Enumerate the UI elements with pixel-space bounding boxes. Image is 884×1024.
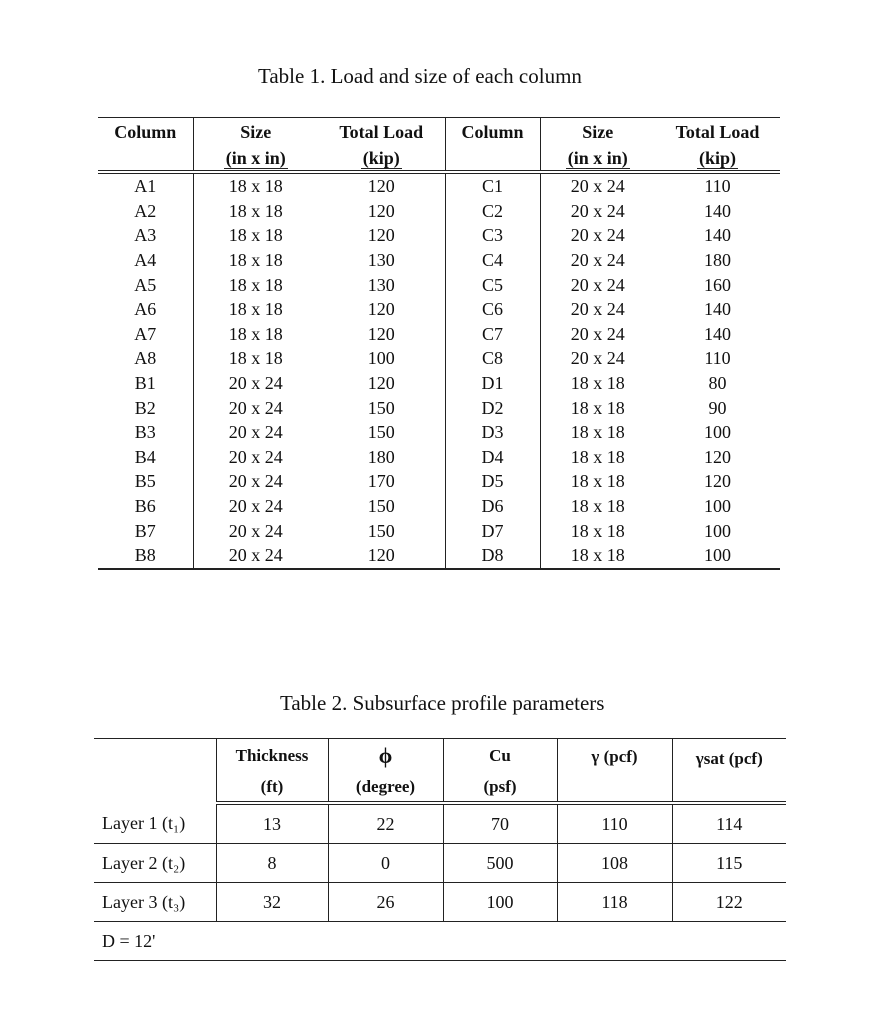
table-row bbox=[98, 395, 780, 420]
column-size: 18 x 18 bbox=[570, 471, 625, 492]
column-size: 18 x 18 bbox=[570, 520, 625, 541]
column-size: 18 x 18 bbox=[570, 496, 625, 517]
table-row bbox=[98, 543, 780, 569]
layer-label: Layer 3 (t₃) bbox=[94, 883, 216, 922]
column-load: 120 bbox=[704, 471, 731, 492]
layer-gamma-sat: 114 bbox=[672, 803, 786, 844]
table-row bbox=[94, 883, 786, 922]
header-cu bbox=[443, 739, 557, 774]
column-size: 20 x 24 bbox=[228, 520, 283, 541]
column-load: 120 bbox=[367, 323, 395, 344]
header-size-left: Size bbox=[193, 118, 318, 147]
column-id: C8 bbox=[445, 346, 540, 371]
column-size: 20 x 24 bbox=[228, 373, 283, 394]
column-load: 120 bbox=[318, 543, 445, 569]
column-size: 20 x 24 bbox=[228, 422, 283, 443]
table-row bbox=[98, 469, 780, 494]
column-load: 120 bbox=[367, 225, 395, 246]
column-size: 20 x 24 bbox=[570, 323, 625, 344]
column-size: 18 x 18 bbox=[228, 225, 283, 246]
header-blank-left bbox=[98, 146, 193, 172]
table-row bbox=[94, 844, 786, 883]
column-size: 20 x 24 bbox=[570, 274, 625, 295]
column-size: 18 x 18 bbox=[228, 274, 283, 295]
header-size-right: Size bbox=[540, 118, 655, 147]
header-column-right: Column bbox=[445, 118, 540, 147]
column-load: 130 bbox=[367, 274, 395, 295]
column-size: 20 x 24 bbox=[228, 496, 283, 517]
column-id: D2 bbox=[445, 395, 540, 420]
column-id: C1 bbox=[445, 172, 540, 199]
column-load: 140 bbox=[704, 225, 731, 246]
column-size: 18 x 18 bbox=[228, 299, 283, 320]
table-row bbox=[98, 199, 780, 224]
depth-note: D = 12' bbox=[94, 922, 786, 961]
column-load: 80 bbox=[708, 373, 727, 394]
column-load: 140 bbox=[704, 299, 731, 320]
column-id: C3 bbox=[445, 223, 540, 248]
column-load: 160 bbox=[704, 274, 731, 295]
column-load: 120 bbox=[367, 373, 395, 394]
column-size: 20 x 24 bbox=[228, 446, 283, 467]
table-row bbox=[98, 248, 780, 273]
table-row bbox=[98, 420, 780, 445]
column-id: A6 bbox=[98, 297, 193, 322]
column-load-table bbox=[98, 117, 780, 570]
header-column-left: Column bbox=[98, 118, 193, 147]
column-size: 20 x 24 bbox=[570, 348, 625, 369]
layer-gamma-sat: 115 bbox=[672, 844, 786, 883]
table-row bbox=[98, 518, 780, 543]
column-load: 150 bbox=[367, 520, 395, 541]
column-size: 18 x 18 bbox=[540, 543, 655, 569]
layer-thickness: 32 bbox=[216, 883, 328, 922]
column-size: 20 x 24 bbox=[570, 176, 625, 197]
column-id: B6 bbox=[98, 494, 193, 519]
column-load: 120 bbox=[704, 446, 731, 467]
table-row bbox=[98, 172, 780, 199]
table-row bbox=[98, 346, 780, 371]
table-row bbox=[98, 297, 780, 322]
column-load: 110 bbox=[704, 348, 731, 369]
column-size: 20 x 24 bbox=[193, 543, 318, 569]
column-id: D7 bbox=[445, 518, 540, 543]
column-id: C6 bbox=[445, 297, 540, 322]
layer-cu: 70 bbox=[443, 803, 557, 844]
footer-row bbox=[94, 922, 786, 961]
column-size: 20 x 24 bbox=[228, 471, 283, 492]
header-cu-label: Cu bbox=[489, 746, 511, 765]
table2-title: Table 2. Subsurface profile parameters bbox=[280, 691, 605, 715]
column-load: 100 bbox=[367, 348, 395, 369]
layer-thickness: 8 bbox=[216, 844, 328, 883]
column-size: 20 x 24 bbox=[570, 250, 625, 271]
layer-gamma: 110 bbox=[557, 803, 672, 844]
column-size: 18 x 18 bbox=[228, 323, 283, 344]
column-size: 20 x 24 bbox=[570, 299, 625, 320]
subsurface-table bbox=[94, 738, 786, 961]
column-id: D8 bbox=[445, 543, 540, 569]
table-row bbox=[98, 223, 780, 248]
layer-cu: 500 bbox=[443, 844, 557, 883]
column-load: 150 bbox=[367, 496, 395, 517]
layer-gamma-sat: 122 bbox=[672, 883, 786, 922]
column-id: B8 bbox=[98, 543, 193, 569]
column-load: 150 bbox=[367, 422, 395, 443]
column-size: 18 x 18 bbox=[570, 422, 625, 443]
layer-label: Layer 1 (t₁) bbox=[94, 803, 216, 844]
table-row bbox=[94, 803, 786, 844]
column-load: 170 bbox=[367, 471, 395, 492]
header-load-left: Total Load bbox=[318, 118, 445, 147]
header-blank-right bbox=[445, 146, 540, 172]
column-load: 150 bbox=[367, 397, 395, 418]
layer-phi: 0 bbox=[328, 844, 443, 883]
column-size: 20 x 24 bbox=[570, 200, 625, 221]
header-phi: ϕ bbox=[328, 739, 443, 774]
column-load: 140 bbox=[704, 200, 731, 221]
column-load: 180 bbox=[704, 250, 731, 271]
header-cu-unit: (psf) bbox=[443, 773, 557, 803]
column-id: C2 bbox=[445, 199, 540, 224]
column-id: B4 bbox=[98, 445, 193, 470]
column-id: A2 bbox=[98, 199, 193, 224]
header-load-unit-left: (kip) bbox=[362, 148, 400, 168]
column-id: B5 bbox=[98, 469, 193, 494]
column-load: 120 bbox=[367, 200, 395, 221]
column-load: 180 bbox=[367, 446, 395, 467]
layer-thickness: 13 bbox=[216, 803, 328, 844]
column-load: 120 bbox=[367, 299, 395, 320]
column-id: D4 bbox=[445, 445, 540, 470]
column-id: A7 bbox=[98, 322, 193, 347]
column-size: 18 x 18 bbox=[570, 373, 625, 394]
column-id: D5 bbox=[445, 469, 540, 494]
column-id: C5 bbox=[445, 272, 540, 297]
column-size: 18 x 18 bbox=[228, 200, 283, 221]
column-id: D1 bbox=[445, 371, 540, 396]
header-load-unit-right: (kip) bbox=[698, 148, 736, 168]
header-layer-blank bbox=[94, 739, 216, 804]
column-id: C4 bbox=[445, 248, 540, 273]
column-size: 18 x 18 bbox=[570, 397, 625, 418]
column-id: A8 bbox=[98, 346, 193, 371]
table-row bbox=[98, 322, 780, 347]
column-id: A3 bbox=[98, 223, 193, 248]
column-load: 90 bbox=[708, 397, 727, 418]
table-row bbox=[98, 272, 780, 297]
header-gamma-sat: γsat (pcf) bbox=[672, 739, 786, 804]
column-size: 18 x 18 bbox=[570, 446, 625, 467]
header-load-right: Total Load bbox=[655, 118, 780, 147]
layer-label: Layer 2 (t₂) bbox=[94, 844, 216, 883]
column-id: A1 bbox=[98, 172, 193, 199]
column-load: 120 bbox=[367, 176, 395, 197]
column-load: 110 bbox=[704, 176, 731, 197]
layer-phi: 26 bbox=[328, 883, 443, 922]
header-phi-unit: (degree) bbox=[328, 773, 443, 803]
column-size: 18 x 18 bbox=[228, 348, 283, 369]
header-thickness-unit: (ft) bbox=[216, 773, 328, 803]
column-id: A4 bbox=[98, 248, 193, 273]
column-load: 100 bbox=[704, 496, 731, 517]
layer-cu: 100 bbox=[443, 883, 557, 922]
column-id: B2 bbox=[98, 395, 193, 420]
header-size-unit-left: (in x in) bbox=[225, 148, 286, 168]
table1-title: Table 1. Load and size of each column bbox=[258, 64, 582, 88]
column-id: B3 bbox=[98, 420, 193, 445]
column-id: A5 bbox=[98, 272, 193, 297]
column-id: B1 bbox=[98, 371, 193, 396]
column-size: 20 x 24 bbox=[228, 397, 283, 418]
column-size: 18 x 18 bbox=[228, 250, 283, 271]
column-id: D3 bbox=[445, 420, 540, 445]
layer-phi: 22 bbox=[328, 803, 443, 844]
column-load: 100 bbox=[655, 543, 780, 569]
column-load: 100 bbox=[704, 520, 731, 541]
column-size: 18 x 18 bbox=[228, 176, 283, 197]
table-row bbox=[98, 371, 780, 396]
column-load: 100 bbox=[704, 422, 731, 443]
header-thickness: Thickness bbox=[216, 739, 328, 774]
header-size-unit-right: (in x in) bbox=[567, 148, 628, 168]
column-load: 140 bbox=[704, 323, 731, 344]
header-gamma: γ (pcf) bbox=[557, 739, 672, 804]
column-id: C7 bbox=[445, 322, 540, 347]
layer-gamma: 108 bbox=[557, 844, 672, 883]
column-id: D6 bbox=[445, 494, 540, 519]
table-row bbox=[98, 445, 780, 470]
column-load: 130 bbox=[367, 250, 395, 271]
column-id: B7 bbox=[98, 518, 193, 543]
layer-gamma: 118 bbox=[557, 883, 672, 922]
column-size: 20 x 24 bbox=[570, 225, 625, 246]
table-row bbox=[98, 494, 780, 519]
